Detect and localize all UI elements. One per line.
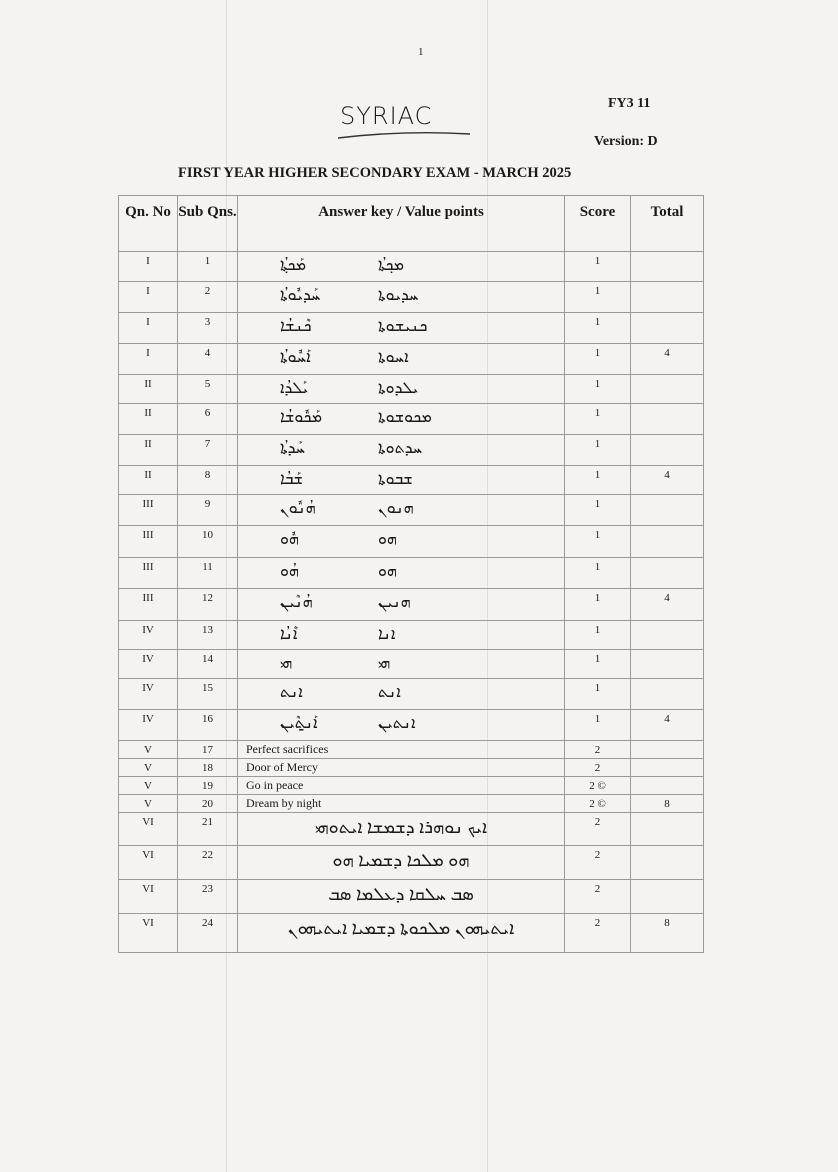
table-row [119, 880, 704, 914]
cell-total [631, 252, 704, 282]
cell-answer [238, 759, 565, 777]
answer-text: Perfect sacrifices [246, 742, 329, 756]
cell-score: 2 [565, 880, 631, 914]
cell-total: 4 [631, 344, 704, 375]
answer-syriac-1: ܡܰܟܽܘܫܳܐ [280, 409, 323, 426]
cell-score: 2 [565, 846, 631, 880]
cell-score: 2 [565, 741, 631, 759]
cell-answer [238, 710, 565, 741]
table-row [119, 404, 704, 435]
cell-sub: 23 [178, 880, 238, 914]
cell-answer [238, 813, 565, 846]
cell-qn: II [119, 435, 178, 466]
answer-syriac-2: ܗܝ [378, 655, 391, 672]
cell-total: 4 [631, 466, 704, 495]
table-row [119, 495, 704, 526]
table-row [119, 846, 704, 880]
cell-qn: II [119, 466, 178, 495]
cell-answer [238, 650, 565, 679]
cell-total [631, 313, 704, 344]
answer-syriac-1: ܐܢܬ [280, 684, 303, 701]
cell-answer [238, 558, 565, 589]
answer-syriac-1: ܝܰܠܕܳܐ [280, 380, 309, 397]
cell-sub: 11 [178, 558, 238, 589]
paper-code: FY3 11 [608, 96, 651, 111]
table-row [119, 558, 704, 589]
cell-answer [238, 589, 565, 621]
cell-sub: 13 [178, 621, 238, 650]
cell-sub: 4 [178, 344, 238, 375]
answer-syriac-2: ܗܢܝܢ [378, 594, 411, 611]
table-row [119, 466, 704, 495]
cell-qn: V [119, 759, 178, 777]
table-row [119, 282, 704, 313]
cell-score: 1 [565, 679, 631, 710]
cell-qn: I [119, 313, 178, 344]
header-total: Total [631, 196, 704, 252]
cell-total [631, 404, 704, 435]
cell-sub: 15 [178, 679, 238, 710]
cell-answer [238, 880, 565, 914]
answer-syriac-2: ܗܢܘܢ [378, 500, 414, 517]
cell-sub: 9 [178, 495, 238, 526]
cell-qn: I [119, 252, 178, 282]
cell-answer [238, 466, 565, 495]
cell-qn: III [119, 558, 178, 589]
answer-syriac-1: ܐܰܢ̱ܬܶܝܢ [280, 715, 318, 732]
cell-sub: 14 [178, 650, 238, 679]
answer-key-table [118, 195, 704, 953]
table-row [119, 252, 704, 282]
table-row [119, 589, 704, 621]
cell-score: 2 © [565, 795, 631, 813]
cell-score: 1 [565, 344, 631, 375]
cell-score: 1 [565, 252, 631, 282]
cell-score: 1 [565, 526, 631, 558]
cell-answer [238, 313, 565, 344]
cell-total [631, 621, 704, 650]
cell-qn: V [119, 795, 178, 813]
cell-score: 1 [565, 375, 631, 404]
table-row [119, 375, 704, 404]
cell-total: 4 [631, 710, 704, 741]
exam-title: FIRST YEAR HIGHER SECONDARY EXAM - MARCH 2025 [178, 165, 572, 181]
cell-sub: 1 [178, 252, 238, 282]
table-row [119, 313, 704, 344]
answer-syriac-1: ܗܝ [280, 655, 293, 672]
cell-total [631, 846, 704, 880]
cell-qn: II [119, 375, 178, 404]
answer-syriac-1: ܐܰܚܽܘܬܳܐ [280, 349, 311, 366]
cell-score: 1 [565, 589, 631, 621]
subject-handwritten: SYRIAC [340, 102, 433, 130]
cell-sub: 20 [178, 795, 238, 813]
cell-qn: VI [119, 914, 178, 953]
answer-syriac-2: ܚܕܝܘܬܐ [378, 287, 419, 304]
cell-score: 1 [565, 282, 631, 313]
cell-sub: 18 [178, 759, 238, 777]
cell-answer [238, 344, 565, 375]
cell-score: 2 © [565, 777, 631, 795]
cell-qn: II [119, 404, 178, 435]
answer-syriac-sentence: ܗܘ ܡܠܟܐ ܕܫܡܝܐ ܗܘ [332, 850, 470, 870]
cell-score: 1 [565, 650, 631, 679]
answer-syriac-2: ܝܠܕܘܬܐ [378, 380, 419, 397]
cell-score: 2 [565, 914, 631, 953]
subject-underline [334, 128, 474, 142]
header-qn: Qn. No [119, 196, 178, 252]
answer-syriac-sentence: ܐܝܬܝܗܘܢ ܡܠܟܘܬܐ ܕܫܡܝܐ ܐܝܬܝܗܘܢ [287, 918, 515, 938]
cell-total [631, 435, 704, 466]
cell-score: 1 [565, 495, 631, 526]
answer-syriac-2: ܐܚܘܬܐ [378, 349, 409, 366]
cell-qn: V [119, 741, 178, 759]
cell-answer [238, 375, 565, 404]
page-number: 1 [418, 46, 424, 58]
table-row [119, 679, 704, 710]
answer-syriac-sentence: ܐܝܟ ܢܘܗܪܐ ܕܫܡܫܐ ܐܝܬܘܗܝ [314, 817, 488, 837]
cell-total: 8 [631, 795, 704, 813]
table-row [119, 435, 704, 466]
cell-total [631, 759, 704, 777]
cell-qn: IV [119, 710, 178, 741]
cell-sub: 8 [178, 466, 238, 495]
answer-syriac-2: ܗܘ [378, 563, 397, 580]
cell-score: 1 [565, 404, 631, 435]
cell-total [631, 880, 704, 914]
cell-total [631, 282, 704, 313]
answer-syriac-1: ܗܳܘ [280, 563, 299, 580]
cell-sub: 24 [178, 914, 238, 953]
table-row [119, 914, 704, 953]
answer-syriac-2: ܗܘ [378, 531, 397, 548]
cell-total [631, 495, 704, 526]
cell-qn: III [119, 495, 178, 526]
answer-syriac-1: ܗܳܢܶܝܢ [280, 594, 313, 611]
cell-qn: III [119, 589, 178, 621]
cell-sub: 21 [178, 813, 238, 846]
header-sub: Sub Qns. [178, 196, 238, 252]
answer-text: Go in peace [246, 778, 304, 792]
cell-answer [238, 914, 565, 953]
header-score: Score [565, 196, 631, 252]
cell-score: 1 [565, 466, 631, 495]
answer-syriac-2: ܚܕܬܘܬܐ [378, 440, 423, 457]
cell-qn: IV [119, 679, 178, 710]
answer-syriac-1: ܫܰܒܳܐ [280, 471, 304, 488]
cell-total: 4 [631, 589, 704, 621]
cell-answer [238, 679, 565, 710]
cell-sub: 16 [178, 710, 238, 741]
answer-syriac-2: ܐܢܬܝܢ [378, 715, 416, 732]
table-row [119, 795, 704, 813]
cell-total [631, 375, 704, 404]
table-row [119, 526, 704, 558]
answer-syriac-1: ܡܰܟܬ݂ܳܐ [280, 257, 307, 274]
cell-qn: IV [119, 650, 178, 679]
cell-qn: III [119, 526, 178, 558]
cell-sub: 7 [178, 435, 238, 466]
answer-syriac-2: ܐܢܐ [378, 626, 396, 643]
cell-qn: VI [119, 880, 178, 914]
cell-answer [238, 495, 565, 526]
cell-answer [238, 252, 565, 282]
answer-syriac-2: ܡܟ݂ܬܳܐ [378, 257, 405, 274]
table-row [119, 710, 704, 741]
cell-score: 1 [565, 621, 631, 650]
cell-qn: I [119, 282, 178, 313]
answer-syriac-1: ܚܰܕܬܳܐ [280, 440, 306, 457]
cell-qn: IV [119, 621, 178, 650]
table-row [119, 759, 704, 777]
answer-syriac-1: ܚܰܕܝܽܘܬܳܐ [280, 287, 321, 304]
table-row [119, 777, 704, 795]
cell-sub: 2 [178, 282, 238, 313]
cell-total [631, 813, 704, 846]
header-answer: Answer key / Value points [238, 196, 565, 252]
cell-score: 1 [565, 710, 631, 741]
cell-sub: 17 [178, 741, 238, 759]
cell-score: 2 [565, 759, 631, 777]
cell-qn: I [119, 344, 178, 375]
answer-syriac-2: ܟܢܝܫܘܬܐ [378, 318, 428, 335]
cell-total [631, 526, 704, 558]
answer-syriac-1: ܗܽܘ [280, 531, 299, 548]
table-row [119, 813, 704, 846]
cell-sub: 12 [178, 589, 238, 621]
answer-syriac-1: ܗܳܢܽܘܢ [280, 500, 316, 517]
version-label: Version: D [594, 134, 658, 149]
answer-syriac-sentence: ܣܒ ܚܠܩܐ ܕܥܠܡܐ ܣܒ [328, 884, 474, 904]
cell-sub: 3 [178, 313, 238, 344]
answer-text: Door of Mercy [246, 760, 318, 774]
cell-sub: 19 [178, 777, 238, 795]
cell-answer [238, 435, 565, 466]
cell-sub: 6 [178, 404, 238, 435]
cell-total [631, 679, 704, 710]
cell-total: 8 [631, 914, 704, 953]
cell-answer [238, 404, 565, 435]
cell-score: 1 [565, 435, 631, 466]
cell-answer [238, 621, 565, 650]
answer-syriac-2: ܐܢܬ [378, 684, 401, 701]
cell-qn: V [119, 777, 178, 795]
cell-total [631, 558, 704, 589]
cell-answer [238, 777, 565, 795]
answer-syriac-2: ܡܟܘܫܘܬܐ [378, 409, 432, 426]
cell-score: 2 [565, 813, 631, 846]
table-row [119, 650, 704, 679]
cell-score: 1 [565, 313, 631, 344]
cell-answer [238, 741, 565, 759]
cell-qn: VI [119, 813, 178, 846]
table-row [119, 741, 704, 759]
table-row [119, 621, 704, 650]
answer-syriac-1: ܟܶܢܫܳܐ [280, 318, 312, 335]
cell-sub: 22 [178, 846, 238, 880]
cell-answer [238, 795, 565, 813]
cell-total [631, 650, 704, 679]
answer-text: Dream by night [246, 796, 322, 810]
cell-answer [238, 846, 565, 880]
cell-answer [238, 282, 565, 313]
cell-score: 1 [565, 558, 631, 589]
cell-total [631, 741, 704, 759]
answer-syriac-1: ܐܶܢܳܐ [280, 626, 298, 643]
cell-total [631, 777, 704, 795]
cell-sub: 5 [178, 375, 238, 404]
cell-qn: VI [119, 846, 178, 880]
table-row [119, 344, 704, 375]
answer-syriac-2: ܫܒܘܬܐ [378, 471, 413, 488]
cell-sub: 10 [178, 526, 238, 558]
cell-answer [238, 526, 565, 558]
